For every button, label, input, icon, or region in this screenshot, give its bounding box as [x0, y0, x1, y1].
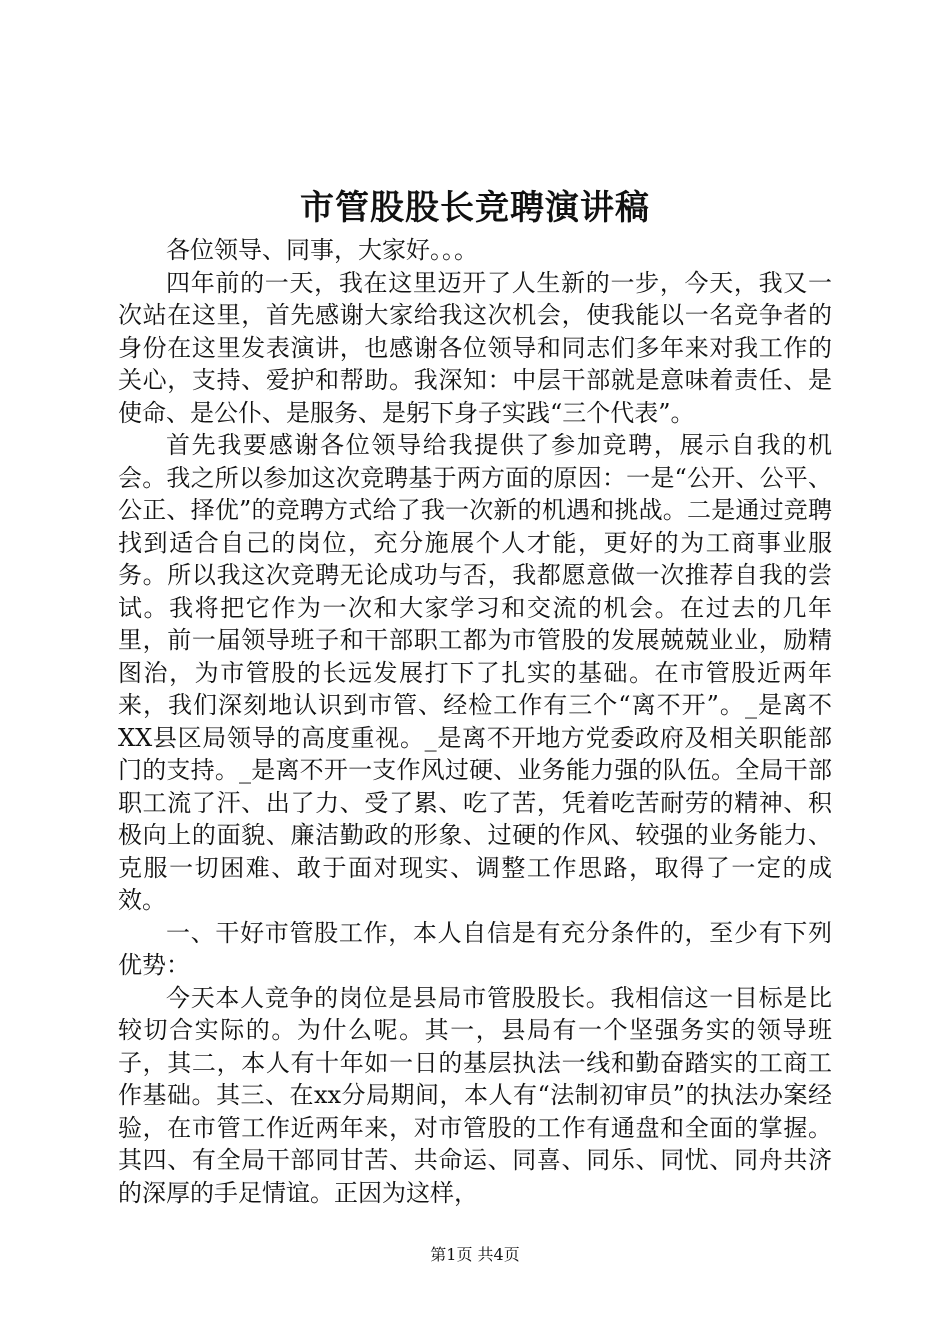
- document-body: [118, 234, 832, 1209]
- page-number-footer: 第1页 共4页: [430, 1245, 520, 1264]
- paragraph-advantages: 今天本人竞争的岗位是县局市管股股长。我相信这一目标是比较切合实际的。为什么呢。其一，县局有一个坚强务实的领导班子，其二，本人有十年如一日的基层执法一线和勤奋踏实的工商工作基础。其三、在xx分局期间，本人有“法制初审员”的执法办案经验，在市管工作近两年来，对市管股的工作有通盘和全面的掌握。其四、有全局干部同甘苦、共命运、同喜、同乐、同忧、同舟共济的深厚的手足情谊。正因为这样，: [118, 983, 832, 1207]
- paragraph-introduction: 四年前的一天，我在这里迈开了人生新的一步，今天，我又一次站在这里，首先感谢大家给我这次机会，使我能以一名竞争者的身份在这里发表演讲，也感谢各位领导和同志们多年来对我工作的关心，支持、爱护和帮助。我深知：中层干部就是意味着责任、是使命、是公仆、是服务、是躬下身子实践“三个代表”。: [118, 268, 832, 427]
- paragraph-greeting: 各位领导、同事，大家好。。。: [166, 236, 478, 264]
- document-title: 市管股股长竞聘演讲稿: [300, 188, 650, 228]
- paragraph-reasons: 首先我要感谢各位领导给我提供了参加竞聘，展示自我的机会。我之所以参加这次竞聘基于两方面的原因：一是“公开、公平、公正、择优”的竞聘方式给了我一次新的机遇和挑战。二是通过竞聘找到适合自己的岗位，充分施展个人才能，更好的为工商事业服务。所以我这次竞聘无论成功与否，我都愿意做一次推荐自我的尝试。我将把它作为一次和大家学习和交流的机会。在过去的几年里，前一届领导班子和干部职工都为市管股的发展兢兢业业，励精图治，为市管股的长远发展打下了扎实的基础。在市管股近两年来，我们深刻地认识到市管、经检工作有三个“离不开”。_是离不XX县区局领导的高度重视。_是离不开地方党委政府及相关职能部门的支持。_是离不开一支作风过硬、业务能力强的队伍。全局干部职工流了汗、出了力、受了累、吃了苦，凭着吃苦耐劳的精神、积极向上的面貌、廉洁勤政的形象、过硬的作风、较强的业务能力、克服一切困难、敢于面对现实、调整工作思路，取得了一定的成效。: [118, 431, 832, 914]
- paragraph-section-heading: 一、干好市管股工作，本人自信是有充分条件的，至少有下列优势：: [118, 918, 832, 979]
